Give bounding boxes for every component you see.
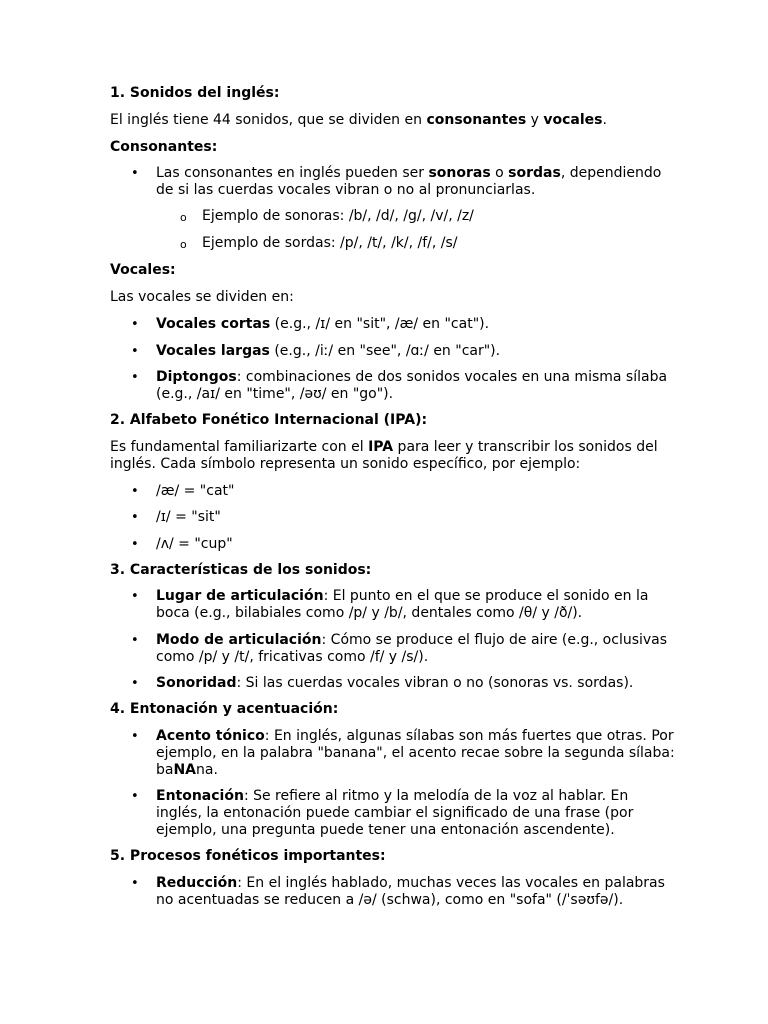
section-2-intro: Es fundamental familiarizarte con el IPA para leer y transcribir los sonidos del inglés. Cada símbolo representa un sonido específico, por ejemplo: — [110, 439, 658, 472]
entonacion-item: Entonación: Se refiere al ritmo y la melodía de la voz al hablar. En inglés, la entonación puede cambiar el significado de una frase (por ejemplo, una pregunta puede tener una entonación ascendente). — [156, 788, 634, 838]
bullet-icon: • — [131, 876, 139, 891]
section-1-heading: 1. Sonidos del inglés: — [110, 85, 280, 101]
vocales-intro: Las vocales se dividen en: — [110, 289, 294, 305]
section-1-intro: El inglés tiene 44 sonidos, que se dividen en consonantes y vocales. — [110, 112, 607, 128]
sub-bullet-icon: o — [180, 211, 187, 224]
vocales-largas-item: Vocales largas (e.g., /iː/ en "see", /ɑː/ en "car"). — [156, 343, 501, 359]
bullet-icon: • — [131, 370, 139, 385]
acento-tonico-item: Acento tónico: En inglés, algunas sílabas son más fuertes que otras. Por ejemplo, en la palabra "banana", el acento recae sobre la segunda sílaba: baNAna. — [156, 728, 675, 778]
sonoridad-item: Sonoridad: Si las cuerdas vocales vibran o no (sonoras vs. sordas). — [156, 675, 634, 691]
modo-articulacion-item: Modo de articulación: Cómo se produce el flujo de aire (e.g., oclusivas como /p/ y /t/, fricativas como /f/ y /s/). — [156, 632, 668, 665]
section-2-heading: 2. Alfabeto Fonético Internacional (IPA): — [110, 412, 428, 428]
sordas-example: Ejemplo de sordas: /p/, /t/, /k/, /f/, /s/ — [202, 235, 458, 251]
section-5-heading: 5. Procesos fonéticos importantes: — [110, 848, 386, 864]
ipa-example-item: /ɪ/ = "sit" — [156, 509, 221, 525]
bullet-icon: • — [131, 317, 139, 332]
vocales-heading: Vocales: — [110, 262, 176, 278]
consonantes-item: Las consonantes en inglés pueden ser sonoras o sordas, dependiendo de si las cuerdas vocales vibran o no al pronunciarlas. — [156, 165, 662, 198]
consonantes-heading: Consonantes: — [110, 139, 218, 155]
reduccion-item: Reducción: En el inglés hablado, muchas veces las vocales en palabras no acentuadas se reducen a /ə/ (schwa), como en "sofa" (/ˈsəʊfə/). — [156, 875, 665, 908]
ipa-example-item: /ʌ/ = "cup" — [156, 536, 233, 552]
vocales-cortas-item: Vocales cortas (e.g., /ɪ/ en "sit", /æ/ en "cat"). — [156, 316, 490, 332]
bullet-icon: • — [131, 589, 139, 604]
bullet-icon: • — [131, 633, 139, 648]
lugar-articulacion-item: Lugar de articulación: El punto en el que se produce el sonido en la boca (e.g., bilabiales como /p/ y /b/, dentales como /θ/ y /ð/). — [156, 588, 649, 621]
bullet-icon: • — [131, 729, 139, 744]
bullet-icon: • — [131, 166, 139, 181]
bullet-icon: • — [131, 676, 139, 691]
diptongos-item: Diptongos: combinaciones de dos sonidos vocales en una misma sílaba (e.g., /aɪ/ en "time", /əʊ/ en "go"). — [156, 369, 668, 402]
sub-bullet-icon: o — [180, 238, 187, 251]
bullet-icon: • — [131, 537, 139, 552]
ipa-example-item: /æ/ = "cat" — [156, 483, 235, 499]
sonoras-example: Ejemplo de sonoras: /b/, /d/, /g/, /v/, /z/ — [202, 208, 474, 224]
bullet-icon: • — [131, 484, 139, 499]
section-4-heading: 4. Entonación y acentuación: — [110, 701, 339, 717]
bullet-icon: • — [131, 510, 139, 525]
bullet-icon: • — [131, 344, 139, 359]
section-3-heading: 3. Características de los sonidos: — [110, 562, 372, 578]
bullet-icon: • — [131, 789, 139, 804]
